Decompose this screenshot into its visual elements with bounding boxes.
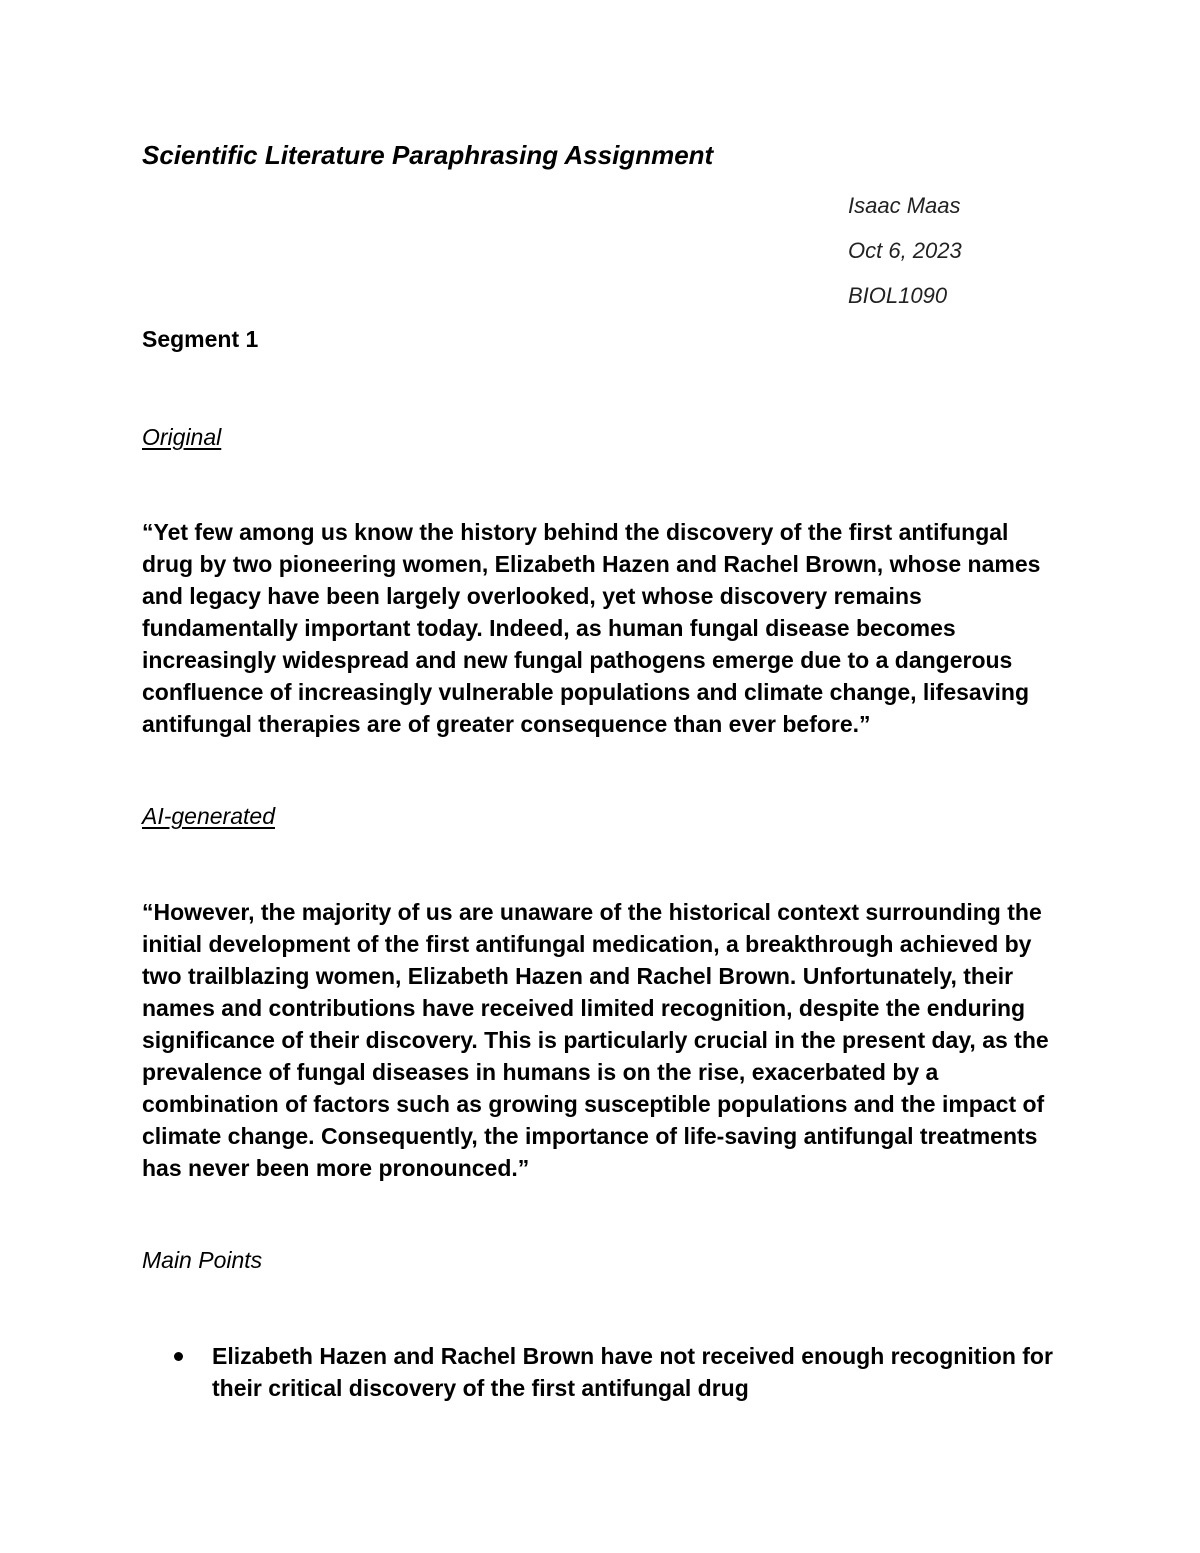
list-item (142, 1340, 1062, 1404)
author-name: Isaac Maas (848, 193, 961, 218)
document-title: Scientific Literature Paraphrasing Assignment (142, 140, 714, 170)
course-code: BIOL1090 (848, 283, 948, 308)
ai-generated-paragraph: “However, the majority of us are unaware of the historical context surrounding the initial development of the first antifungal medication, a breakthrough achieved by two trailblazing women, Elizabeth Hazen and Rachel Brown. Unfortunately, their names and contributions have received limited recognition, despite the enduring significance of their discovery. This is particularly crucial in the present day, as the prevalence of fungal diseases in humans is on the rise, exacerbated by a combination of factors such as growing susceptible populations and the impact of climate change. Consequently, the importance of life-saving antifungal treatments has never been more pronounced.” (142, 899, 1049, 1181)
original-paragraph: “Yet few among us know the history behind the discovery of the first antifungal drug by two pioneering women, Elizabeth Hazen and Rachel Brown, whose names and legacy have been largely overlooked, yet whose discovery remains fundamentally important today. Indeed, as human fungal disease becomes increasingly widespread and new fungal pathogens emerge due to a dangerous confluence of increasingly vulnerable populations and climate change, lifesaving antifungal therapies are of greater consequence than ever before.” (142, 519, 1041, 737)
ai-generated-heading: AI-generated (142, 803, 275, 829)
document-date: Oct 6, 2023 (848, 238, 962, 263)
main-points-heading: Main Points (142, 1247, 263, 1273)
bullet-icon (174, 1352, 183, 1361)
main-points-list (142, 1340, 1062, 1404)
list-item-text: Elizabeth Hazen and Rachel Brown have not received enough recognition for their critical discovery of the first antifungal drug (212, 1343, 1053, 1401)
segment-heading: Segment 1 (142, 326, 259, 352)
original-heading: Original (142, 424, 222, 450)
